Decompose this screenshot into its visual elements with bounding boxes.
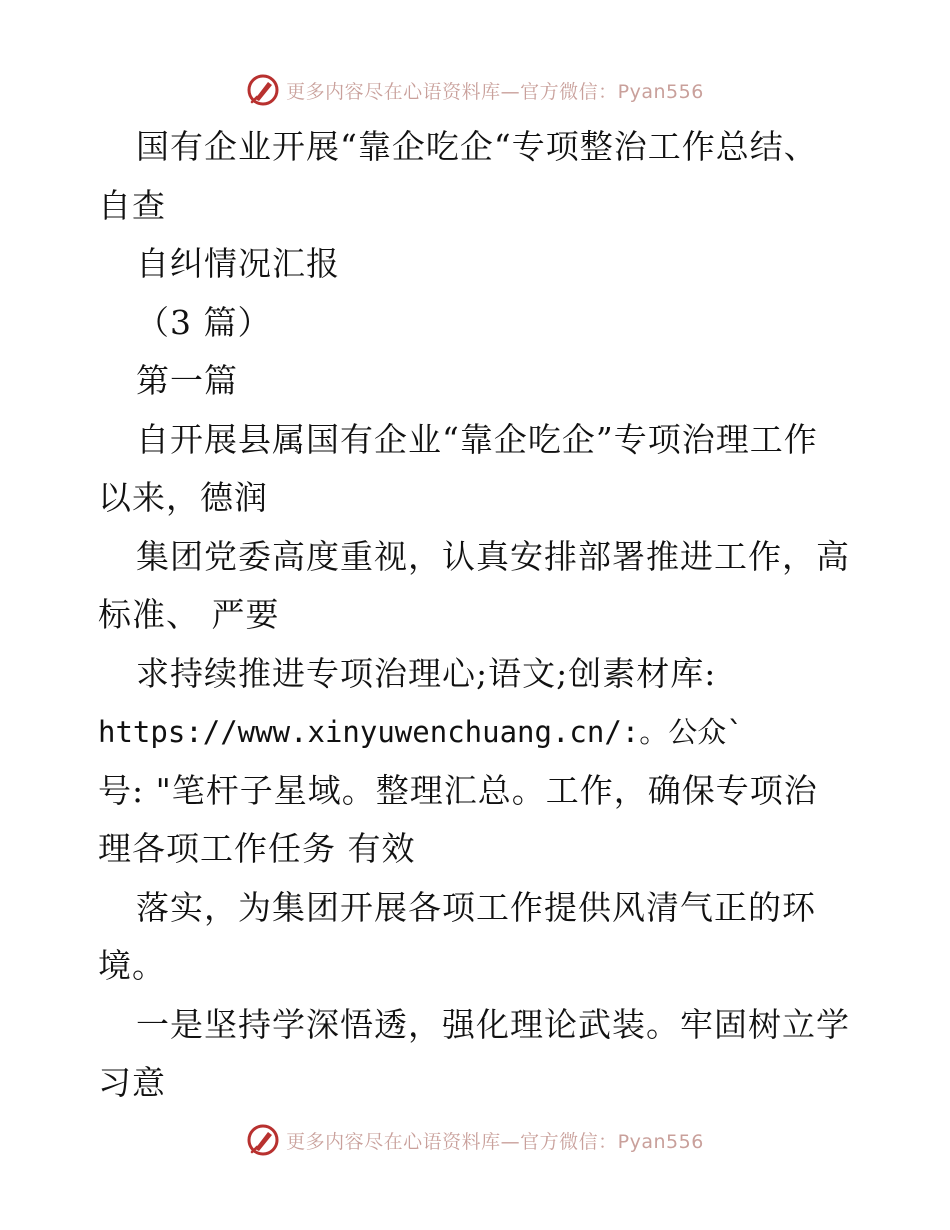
text-line: https://www.xinyuwenchuang.cn/:。公众`: [98, 715, 744, 749]
text-line: 号: "笔杆子星域。整理汇总。工作，确保专项治: [98, 770, 818, 810]
text-line: 第一篇: [136, 361, 238, 400]
text-line: 自查: [98, 185, 166, 225]
text-line: 自开展县属国有企业“靠企吃企”专项治理工作: [136, 419, 818, 459]
text-line: 落实，为集团开展各项工作提供风清气正的环: [136, 887, 816, 927]
text-line: 境。: [98, 946, 166, 985]
text-line: 习意: [98, 1063, 166, 1102]
text-line: （3 篇）: [136, 302, 272, 342]
header-banner: [0, 70, 950, 110]
quill-pen-icon: [246, 1123, 280, 1157]
text-line: 自纠情况汇报: [136, 244, 340, 283]
text-line: 理各项工作任务 有效: [98, 829, 416, 868]
text-line: 求持续推进专项治理心;语文;创素材库:: [136, 653, 717, 693]
quill-pen-icon: [246, 73, 280, 107]
text-line: 标准、 严要: [98, 595, 280, 634]
banner-text: 更多内容尽在心语资料库—官方微信：Pyan556: [286, 1130, 704, 1153]
text-line: 集团党委高度重视，认真安排部署推进工作，高: [136, 536, 850, 576]
document-body: [98, 118, 858, 1113]
text-line: 国有企业开展“靠企吃企“专项整治工作总结、: [136, 127, 818, 166]
text-line: 以来，德润: [98, 478, 268, 517]
footer-banner: [0, 1120, 950, 1160]
banner-text: 更多内容尽在心语资料库—官方微信：Pyan556: [286, 80, 704, 103]
text-line: 一是坚持学深悟透，强化理论武装。牢固树立学: [136, 1004, 850, 1044]
